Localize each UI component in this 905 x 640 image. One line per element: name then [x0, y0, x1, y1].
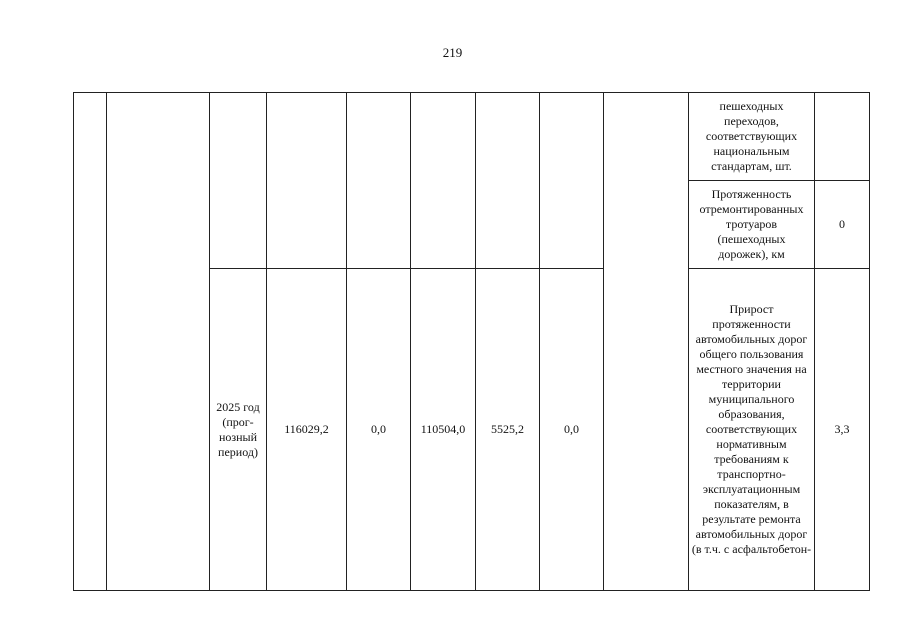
period-cell-empty — [210, 93, 267, 269]
col-d-cell: 0,0 — [540, 269, 604, 591]
indicator-3-cell: Прирост протяженности автомобильных дорог общего пользования местного значения на территории муниципального образования, соответствующих нормативным требованиям к транспортно-эксплуатационным показателям, в результате ремонта автомобильных дорог (в т.ч. с асфальтобетон- — [689, 269, 815, 591]
col-c-cell: 5525,2 — [476, 269, 540, 591]
row-number-cell — [74, 93, 107, 591]
total-cell-empty — [267, 93, 347, 269]
indicator-1-cell: пешеходных переходов, соответствующих национальным стандартам, шт. — [689, 93, 815, 181]
col-b-cell: 110504,0 — [411, 269, 476, 591]
col-c-cell-empty — [476, 93, 540, 269]
indicator-1-value-cell — [815, 93, 870, 181]
indicator-2-value-cell: 0 — [815, 181, 870, 269]
col-b-cell-empty — [411, 93, 476, 269]
col-d-cell-empty — [540, 93, 604, 269]
executor-cell — [604, 93, 689, 591]
page-number: 219 — [442, 45, 463, 60]
budget-table — [73, 92, 870, 591]
measure-name-cell — [107, 93, 210, 591]
col-a-cell: 0,0 — [347, 269, 411, 591]
col-a-cell-empty — [347, 93, 411, 269]
total-cell: 116029,2 — [267, 269, 347, 591]
indicator-3-value-cell: 3,3 — [815, 269, 870, 591]
indicator-2-cell: Протяженность отремонтированных тротуаров (пешеходных дорожек), км — [689, 181, 815, 269]
period-cell: 2025 год (прог-нозный период) — [210, 269, 267, 591]
